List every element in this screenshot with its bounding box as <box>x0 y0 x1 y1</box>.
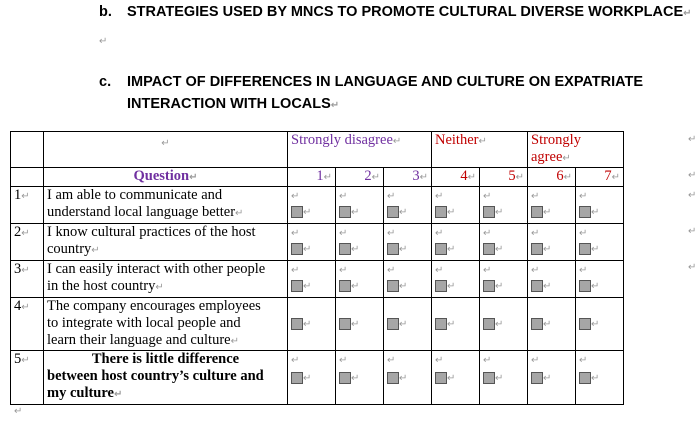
paragraph-mark-icon: ↵ <box>323 172 332 183</box>
paragraph-mark-icon: ↵ <box>21 302 30 313</box>
rating-cell-3 <box>384 298 432 351</box>
paragraph-mark-icon: ↵ <box>591 207 600 218</box>
paragraph-mark-icon: ↵ <box>351 281 360 292</box>
paragraph-mark-icon: ↵ <box>339 265 348 276</box>
checkbox-icon[interactable] <box>531 206 543 218</box>
checkbox-icon[interactable] <box>387 206 399 218</box>
paragraph-mark-icon: ↵ <box>435 265 444 276</box>
paragraph-mark-icon: ↵ <box>447 319 456 330</box>
paragraph-mark-icon: ↵ <box>339 191 348 202</box>
rating-cell-5 <box>480 187 528 224</box>
paragraph-mark-icon: ↵ <box>351 244 360 255</box>
checkbox-icon[interactable] <box>483 280 495 292</box>
paragraph-mark-icon: ↵ <box>531 228 540 239</box>
checkbox-icon[interactable] <box>579 372 591 384</box>
paragraph-mark-icon: ↵ <box>579 228 588 239</box>
paragraph-mark-icon: ↵ <box>387 228 396 239</box>
paragraph-mark-icon: ↵ <box>515 172 524 183</box>
paragraph-mark-icon: ↵ <box>495 207 504 218</box>
rating-cell-5 <box>480 261 528 298</box>
checkbox-icon[interactable] <box>531 372 543 384</box>
paragraph-mark-icon: ↵ <box>114 389 123 400</box>
question-text: I can easily interact with other people in the host country↵ <box>44 261 288 298</box>
paragraph-mark-icon: ↵ <box>161 138 170 149</box>
paragraph-mark-icon: ↵ <box>435 228 444 239</box>
paragraph-mark-icon: ↵ <box>483 355 492 366</box>
paragraph-mark-icon: ↵ <box>291 191 300 202</box>
row-number: 2↵ <box>11 224 44 261</box>
question-text: I know cultural practices of the host country↵ <box>44 224 288 261</box>
paragraph-mark-icon: ↵ <box>591 373 600 384</box>
scale-label-strongly-disagree: Strongly disagree↵ <box>288 132 432 168</box>
checkbox-icon[interactable] <box>579 280 591 292</box>
checkbox-icon[interactable] <box>339 206 351 218</box>
question-row-5 <box>11 351 624 405</box>
paragraph-mark-icon: ↵ <box>683 8 692 19</box>
rating-cell-5 <box>480 224 528 261</box>
paragraph-mark-icon: ↵ <box>303 244 312 255</box>
paragraph-mark-icon: ↵ <box>563 172 572 183</box>
scale-number-2: 2↵ <box>336 168 384 187</box>
checkbox-icon[interactable] <box>579 318 591 330</box>
question-row-1 <box>11 187 624 224</box>
checkbox-icon[interactable] <box>483 243 495 255</box>
paragraph-mark-icon: ↵ <box>392 136 402 147</box>
checkbox-icon[interactable] <box>435 206 447 218</box>
rating-cell-1 <box>288 351 336 405</box>
checkbox-icon[interactable] <box>291 243 303 255</box>
paragraph-mark-icon: ↵ <box>399 244 408 255</box>
paragraph-mark-icon: ↵ <box>91 245 100 256</box>
paragraph-mark-icon: ↵ <box>14 406 23 417</box>
rating-cell-6 <box>528 261 576 298</box>
paragraph-mark-icon: ↵ <box>291 355 300 366</box>
paragraph-mark-icon: ↵ <box>235 208 244 219</box>
rating-cell-2 <box>336 261 384 298</box>
paragraph-mark-icon: ↵ <box>543 373 552 384</box>
paragraph-mark-icon: ↵ <box>155 282 164 293</box>
checkbox-icon[interactable] <box>291 372 303 384</box>
checkbox-icon[interactable] <box>339 243 351 255</box>
scale-label-strongly-agree: Strongly agree↵ <box>528 132 624 168</box>
paragraph-mark-icon: ↵ <box>531 355 540 366</box>
paragraph-mark-icon: ↵ <box>495 319 504 330</box>
paragraph-mark-icon: ↵ <box>531 191 540 202</box>
paragraph-mark-icon: ↵ <box>435 355 444 366</box>
rating-cell-2 <box>336 298 384 351</box>
paragraph-mark-icon: ↵ <box>303 319 312 330</box>
section-c-heading <box>99 71 643 117</box>
paragraph-mark-icon: ↵ <box>351 207 360 218</box>
checkbox-icon[interactable] <box>291 206 303 218</box>
question-row-3 <box>11 261 624 298</box>
rating-cell-7 <box>576 351 624 405</box>
paragraph-mark-icon: ↵ <box>291 265 300 276</box>
paragraph-mark-icon: ↵ <box>21 228 30 239</box>
paragraph-mark-icon: ↵ <box>387 355 396 366</box>
blank-cell <box>44 132 288 168</box>
section-c-line1: IMPACT OF DIFFERENCES IN LANGUAGE AND CULTURE ON EXPATRIATE <box>127 74 644 90</box>
paragraph-mark-icon: ↵ <box>562 153 571 164</box>
section-c-line2: INTERACTION WITH LOCALS <box>127 96 331 112</box>
rating-cell-6 <box>528 298 576 351</box>
row-number: 3↵ <box>11 261 44 298</box>
paragraph-mark-icon: ↵ <box>495 244 504 255</box>
paragraph-mark-icon: ↵ <box>351 319 360 330</box>
rating-cell-1 <box>288 298 336 351</box>
row-end-mark-icon: ↵ <box>688 170 697 181</box>
paragraph-mark-icon: ↵ <box>591 244 600 255</box>
checkbox-icon[interactable] <box>483 318 495 330</box>
checkbox-icon[interactable] <box>387 243 399 255</box>
row-number: 5↵ <box>11 351 44 405</box>
rating-cell-3 <box>384 351 432 405</box>
paragraph-mark-icon: ↵ <box>478 136 487 147</box>
paragraph-mark-icon: ↵ <box>303 373 312 384</box>
paragraph-mark-icon: ↵ <box>399 373 408 384</box>
paragraph-mark-icon: ↵ <box>591 281 600 292</box>
paragraph-mark-icon: ↵ <box>291 228 300 239</box>
paragraph-mark-icon: ↵ <box>611 172 620 183</box>
paragraph-mark-icon: ↵ <box>543 207 552 218</box>
paragraph-mark-icon: ↵ <box>579 191 588 202</box>
paragraph-mark-icon: ↵ <box>21 355 30 366</box>
scale-label-row <box>11 132 624 168</box>
row-end-mark-icon: ↵ <box>688 190 697 201</box>
scale-number-3: 3↵ <box>384 168 432 187</box>
rating-cell-1 <box>288 187 336 224</box>
rating-cell-2 <box>336 187 384 224</box>
paragraph-mark-icon: ↵ <box>189 172 198 183</box>
paragraph-mark-icon: ↵ <box>483 265 492 276</box>
rating-cell-5 <box>480 351 528 405</box>
checkbox-icon[interactable] <box>483 206 495 218</box>
checkbox-icon[interactable] <box>339 318 351 330</box>
checkbox-icon[interactable] <box>483 372 495 384</box>
paragraph-mark-icon: ↵ <box>483 191 492 202</box>
question-row-2 <box>11 224 624 261</box>
rating-cell-7 <box>576 187 624 224</box>
paragraph-mark-icon: ↵ <box>419 172 428 183</box>
blank-cell <box>11 132 44 168</box>
question-row-4 <box>11 298 624 351</box>
paragraph-mark-icon: ↵ <box>399 281 408 292</box>
paragraph-mark-icon: ↵ <box>435 191 444 202</box>
rating-cell-3 <box>384 261 432 298</box>
paragraph-mark-icon: ↵ <box>387 265 396 276</box>
paragraph-mark-icon: ↵ <box>399 319 408 330</box>
rating-cell-6 <box>528 187 576 224</box>
checkbox-icon[interactable] <box>435 372 447 384</box>
paragraph-mark-icon: ↵ <box>330 100 340 111</box>
checkbox-icon[interactable] <box>339 280 351 292</box>
section-b-text: STRATEGIES USED BY MNCS TO PROMOTE CULTURAL DIVERSE WORKPLACE <box>127 4 684 20</box>
paragraph-mark-icon: ↵ <box>99 36 108 47</box>
rating-cell-7 <box>576 261 624 298</box>
section-b-heading <box>99 1 692 25</box>
paragraph-mark-icon: ↵ <box>531 265 540 276</box>
checkbox-icon[interactable] <box>387 318 399 330</box>
paragraph-mark-icon: ↵ <box>579 265 588 276</box>
rating-cell-4 <box>432 298 480 351</box>
checkbox-icon[interactable] <box>435 280 447 292</box>
rating-cell-3 <box>384 224 432 261</box>
paragraph-mark-icon: ↵ <box>371 172 380 183</box>
paragraph-mark-icon: ↵ <box>387 191 396 202</box>
paragraph-mark-icon: ↵ <box>303 207 312 218</box>
scale-number-1: 1↵ <box>288 168 336 187</box>
checkbox-icon[interactable] <box>387 372 399 384</box>
scale-number-7: 7↵ <box>576 168 624 187</box>
blank-cell <box>11 168 44 187</box>
rating-cell-2 <box>336 351 384 405</box>
paragraph-mark-icon: ↵ <box>543 319 552 330</box>
rating-cell-1 <box>288 224 336 261</box>
section-b-letter: b. <box>99 4 112 20</box>
rating-cell-4 <box>432 187 480 224</box>
paragraph-mark-icon: ↵ <box>447 281 456 292</box>
paragraph-mark-icon: ↵ <box>579 355 588 366</box>
paragraph-mark-icon: ↵ <box>447 207 456 218</box>
paragraph-mark-icon: ↵ <box>447 373 456 384</box>
checkbox-icon[interactable] <box>435 243 447 255</box>
rating-cell-6 <box>528 224 576 261</box>
paragraph-mark-icon: ↵ <box>467 172 476 183</box>
checkbox-icon[interactable] <box>291 318 303 330</box>
paragraph-mark-icon: ↵ <box>339 355 348 366</box>
paragraph-mark-icon: ↵ <box>399 207 408 218</box>
checkbox-icon[interactable] <box>339 372 351 384</box>
rating-cell-3 <box>384 187 432 224</box>
checkbox-icon[interactable] <box>531 280 543 292</box>
scale-number-5: 5↵ <box>480 168 528 187</box>
paragraph-mark-icon: ↵ <box>483 228 492 239</box>
paragraph-mark-icon: ↵ <box>21 265 30 276</box>
scale-number-4: 4↵ <box>432 168 480 187</box>
checkbox-icon[interactable] <box>531 243 543 255</box>
question-text: There is little difference between host country’s culture and my culture↵ <box>44 351 288 405</box>
checkbox-icon[interactable] <box>579 243 591 255</box>
row-number: 4↵ <box>11 298 44 351</box>
paragraph-mark-icon: ↵ <box>495 373 504 384</box>
row-end-mark-icon: ↵ <box>688 226 697 237</box>
rating-cell-4 <box>432 351 480 405</box>
row-end-mark-icon: ↵ <box>688 262 697 273</box>
checkbox-icon[interactable] <box>531 318 543 330</box>
question-text: The company encourages employees to integrate with local people and learn their language and culture↵ <box>44 298 288 351</box>
checkbox-icon[interactable] <box>387 280 399 292</box>
paragraph-mark-icon: ↵ <box>543 281 552 292</box>
scale-number-row <box>11 168 624 187</box>
paragraph-mark-icon: ↵ <box>339 228 348 239</box>
paragraph-mark-icon: ↵ <box>303 281 312 292</box>
rating-cell-1 <box>288 261 336 298</box>
rating-cell-2 <box>336 224 384 261</box>
rating-cell-4 <box>432 224 480 261</box>
paragraph-mark-icon: ↵ <box>543 244 552 255</box>
rating-cell-6 <box>528 351 576 405</box>
checkbox-icon[interactable] <box>435 318 447 330</box>
likert-survey-table <box>10 131 624 405</box>
rating-cell-7 <box>576 298 624 351</box>
section-c-letter: c. <box>99 74 112 90</box>
question-header: Question↵ <box>44 168 288 187</box>
rating-cell-5 <box>480 298 528 351</box>
rating-cell-7 <box>576 224 624 261</box>
paragraph-mark-icon: ↵ <box>351 373 360 384</box>
paragraph-mark-icon: ↵ <box>447 244 456 255</box>
checkbox-icon[interactable] <box>579 206 591 218</box>
rating-cell-4 <box>432 261 480 298</box>
paragraph-mark-icon: ↵ <box>230 336 239 347</box>
scale-label-neither: Neither↵ <box>432 132 528 168</box>
paragraph-mark-icon: ↵ <box>21 191 30 202</box>
paragraph-mark-icon: ↵ <box>591 319 600 330</box>
paragraph-mark-icon: ↵ <box>495 281 504 292</box>
question-text: I am able to communicate and understand local language better↵ <box>44 187 288 224</box>
checkbox-icon[interactable] <box>291 280 303 292</box>
scale-number-6: 6↵ <box>528 168 576 187</box>
row-end-mark-icon: ↵ <box>688 134 697 145</box>
row-number: 1↵ <box>11 187 44 224</box>
